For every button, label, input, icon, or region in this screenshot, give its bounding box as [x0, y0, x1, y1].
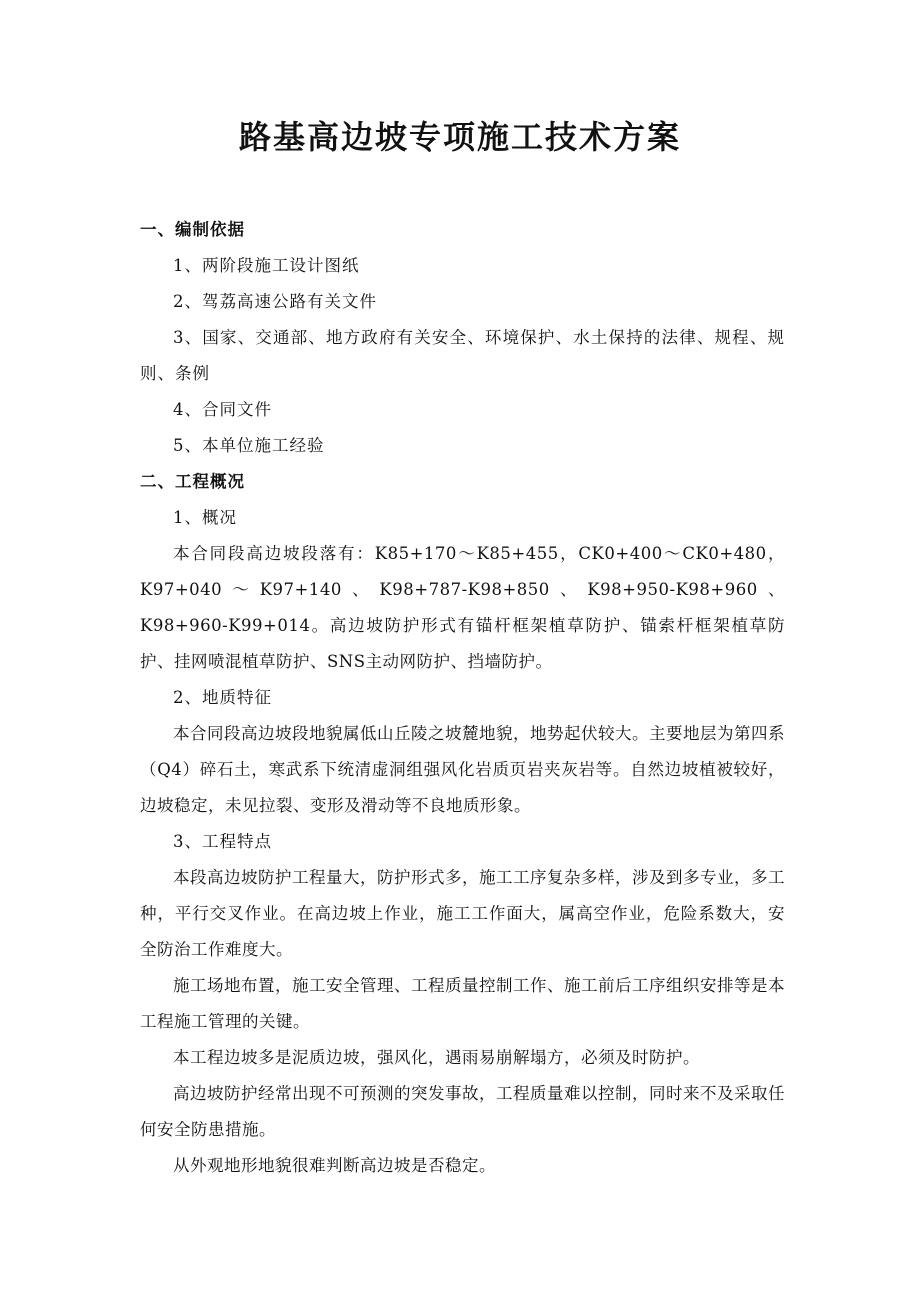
subsection-title-overview: 1、概况: [173, 508, 237, 527]
basis-item-5: 5、本单位施工经验: [173, 436, 325, 455]
basis-item-4: 4、合同文件: [173, 400, 272, 419]
document-body: [140, 212, 785, 1184]
geology-paragraph: 本合同段高边坡段地貌属低山丘陵之坡麓地貌，地势起伏较大。主要地层为第四系（Q4）碎石土，寒武系下统清虚洞组强风化岩质页岩夹灰岩等。自然边坡植被较好，边坡稳定，未见拉裂、变形及滑动等不良地质形象。: [140, 724, 785, 815]
section-heading-basis: 一、编制依据: [140, 220, 245, 239]
overview-paragraph: 本合同段高边坡段落有：K85+170～K85+455，CK0+400～CK0+480，K97+040～K97+140、K98+787-K98+850、K98+950-K98+960、K98+960-K99+014。高边坡防护形式有锚杆框架植草防护、锚索杆框架植草防护、挂网喷混植草防护、SNS主动网防护、挡墙防护。: [140, 544, 785, 671]
basis-item-2: 2、驾荔高速公路有关文件: [173, 292, 377, 311]
features-paragraph-5: 从外观地形地貌很难判断高边坡是否稳定。: [173, 1156, 496, 1175]
subsection-title-features: 3、工程特点: [173, 832, 272, 851]
features-paragraph-3: 本工程边坡多是泥质边坡，强风化，遇雨易崩解塌方，必须及时防护。: [173, 1048, 700, 1067]
section-heading-overview: 二、工程概况: [140, 472, 245, 491]
features-paragraph-4: 高边坡防护经常出现不可预测的突发事故，工程质量难以控制，同时来不及采取任何安全防患措施。: [140, 1084, 785, 1139]
basis-item-3: 3、国家、交通部、地方政府有关安全、环境保护、水土保持的法律、规程、规则、条例: [140, 328, 785, 383]
document-title: 路基高边坡专项施工技术方案: [238, 118, 681, 156]
features-paragraph-2: 施工场地布置，施工安全管理、工程质量控制工作、施工前后工序组织安排等是本工程施工管理的关键。: [140, 976, 785, 1031]
subsection-title-geology: 2、地质特征: [173, 688, 272, 707]
basis-item-1: 1、两阶段施工设计图纸: [173, 256, 360, 275]
features-paragraph-1: 本段高边坡防护工程量大，防护形式多，施工工序复杂多样，涉及到多专业，多工种，平行交叉作业。在高边坡上作业，施工工作面大，属高空作业，危险系数大，安全防治工作难度大。: [140, 868, 785, 959]
